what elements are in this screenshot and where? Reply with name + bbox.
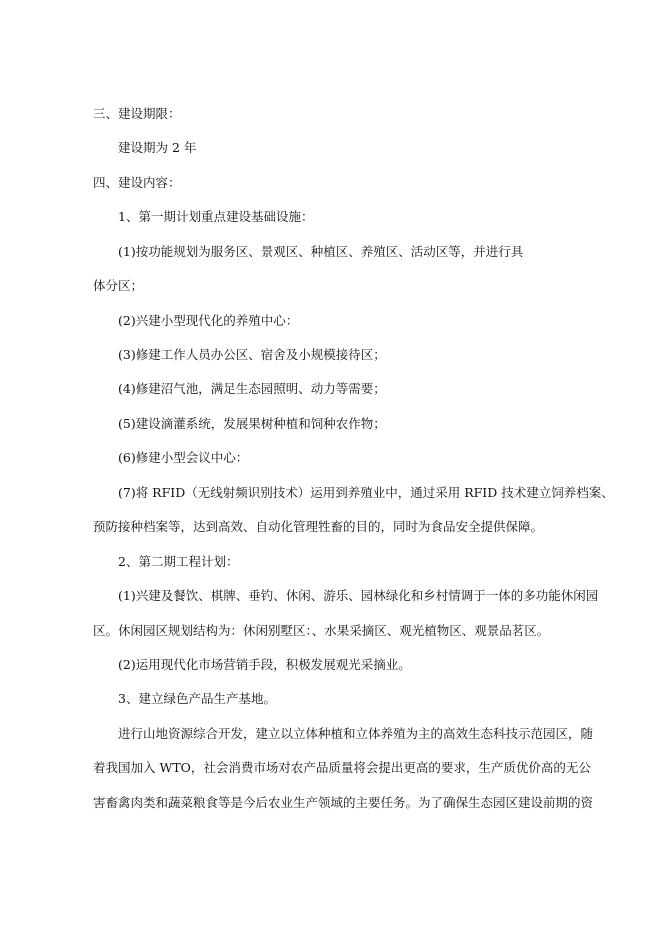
section3-body: 建设期为 2 年 — [118, 140, 197, 155]
phase1-item5: (5)建设滴灌系统，发展果树种植和饲种农作物； — [118, 416, 386, 431]
section4-heading: 四、建设内容： — [93, 175, 181, 190]
phase2-heading: 2、第二期工程计划： — [118, 554, 239, 569]
paragraph-line2: 着我国加入 WTO，社会消费市场对农产品质量将会提出更高的要求，生产质优价高的无公 — [93, 760, 591, 775]
phase3-heading: 3、建立绿色产品生产基地。 — [118, 691, 276, 706]
phase1-item1-line1: (1)按功能规划为服务区、景观区、种植区、养殖区、活动区等，并进行具 — [118, 244, 524, 259]
phase1-heading: 1、第一期计划重点建设基础设施： — [118, 209, 314, 224]
phase1-item2: (2)兴建小型现代化的养殖中心： — [118, 313, 299, 328]
section3-heading: 三、建设期限： — [93, 106, 181, 121]
phase2-item2: (2)运用现代化市场营销手段，积极发展观光采摘业。 — [118, 657, 411, 672]
phase1-item1-line2: 体分区； — [93, 278, 144, 293]
phase1-item7-line1: (7)将 RFID（无线射频识别技术）运用到养殖业中，通过采用 RFID 技术建立饲养档案、 — [118, 485, 614, 500]
phase2-item1-line2: 区。休闲园区规划结构为：休闲别墅区：、水果采摘区、观光植物区、观景品茗区。 — [93, 623, 550, 638]
phase2-item1-line1: (1)兴建及餐饮、棋牌、垂钓、休闲、游乐、园林绿化和乡村情调于一体的多功能休闲园 — [118, 588, 599, 603]
paragraph-line3: 害畜禽肉类和蔬菜粮食等是今后农业生产领域的主要任务。为了确保生态园区建设前期的资 — [93, 795, 594, 810]
phase1-item3: (3)修建工作人员办公区、宿舍及小规模接待区； — [118, 347, 386, 362]
paragraph-line1: 进行山地资源综合开发，建立以立体种植和立体养殖为主的高效生态科技示范园区，随 — [118, 726, 594, 741]
phase1-item7-line2: 预防接种档案等，达到高效、自动化管理牲畜的目的，同时为食品安全提供保障。 — [93, 519, 544, 534]
phase1-item6: (6)修建小型会议中心： — [118, 450, 249, 465]
phase1-item4: (4)修建沼气池，满足生态园照明、动力等需要； — [118, 381, 386, 396]
